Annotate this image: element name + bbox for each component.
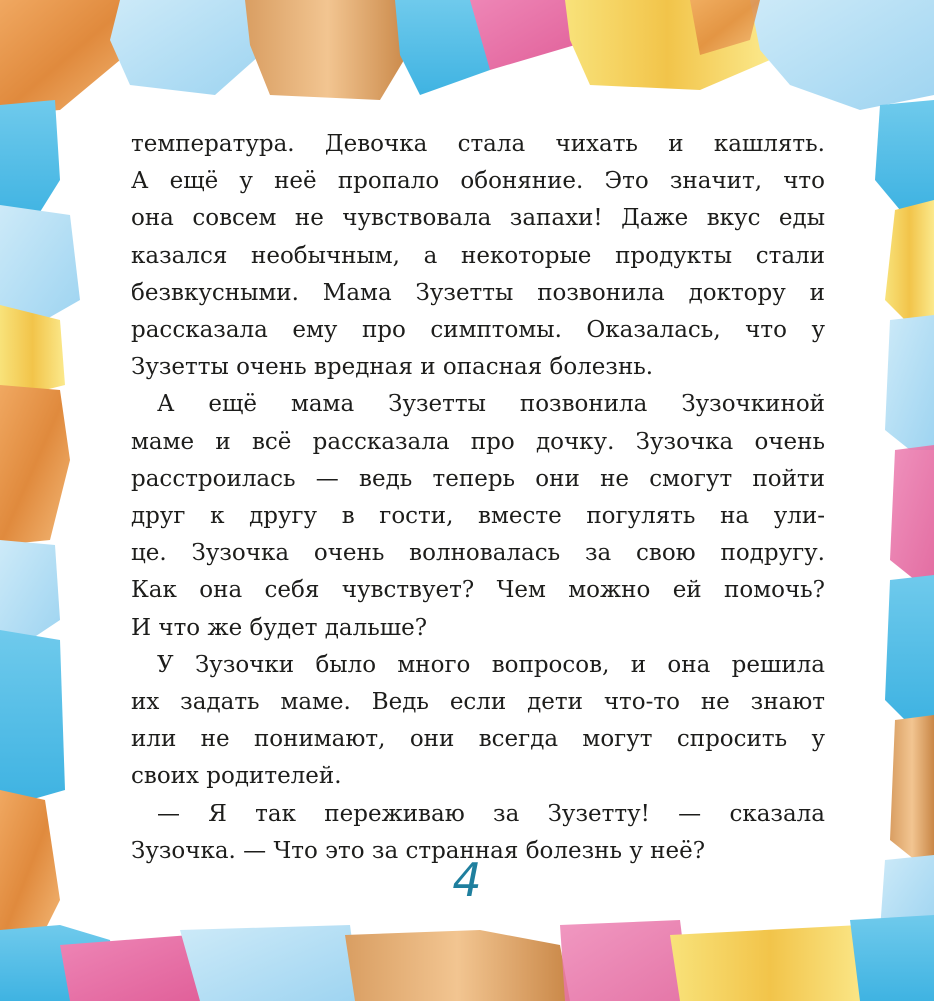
text-line: — Я так переживаю за Зузетту! — сказала — [157, 800, 825, 827]
frame-shard — [0, 630, 65, 800]
text-line: Зузетты очень вредная и опасная болезнь. — [131, 354, 654, 381]
page-number: 4 — [452, 853, 482, 907]
frame-shard — [560, 920, 690, 1001]
text-line: или не понимают, они всегда могут спросить у — [131, 726, 825, 753]
frame-shard — [0, 100, 60, 220]
frame-shard — [885, 315, 934, 450]
text-line: А ещё мама Зузетты позвонила Зузочкиной — [157, 391, 825, 418]
paragraph — [131, 647, 825, 796]
frame-shard — [890, 715, 934, 860]
text-line: своих родителей. — [131, 763, 342, 790]
frame-shard — [750, 0, 934, 110]
frame-shard — [0, 0, 135, 115]
frame-shard — [890, 445, 934, 580]
frame-shard — [0, 385, 70, 545]
text-line: це. Зузочка очень волновалась за свою подругу. — [131, 540, 825, 567]
text-line: Как она себя чувствует? Чем можно ей помочь? — [131, 577, 825, 604]
paragraph — [131, 386, 825, 646]
frame-shard — [885, 575, 934, 720]
frame-shard — [0, 305, 65, 395]
text-line: температура. Девочка стала чихать и кашлять. — [131, 131, 825, 157]
text-line: друг к другу в гости, вместе погулять на ули- — [131, 503, 825, 530]
frame-shard — [0, 205, 80, 320]
text-line: рассказала ему про симптомы. Оказалась, что у — [131, 317, 825, 344]
paragraph — [131, 126, 825, 386]
frame-shard — [345, 930, 570, 1001]
frame-shard — [245, 0, 410, 100]
text-line: казался необычным, а некоторые продукты стали — [131, 242, 825, 269]
story-text — [131, 126, 825, 870]
text-line: маме и всё рассказала про дочку. Зузочка очень — [131, 428, 825, 455]
text-line: Зузочка. — Что это за странная болезнь у неё? — [131, 837, 706, 864]
frame-shard — [875, 100, 934, 210]
frame-shard — [885, 200, 934, 320]
text-line: расстроилась — ведь теперь они не смогут пойти — [131, 465, 825, 492]
text-line: У Зузочки было много вопросов, и она решила — [157, 651, 825, 678]
frame-shard — [110, 0, 260, 95]
text-line: А ещё у неё пропало обоняние. Это значит, что — [131, 168, 825, 195]
frame-shard — [670, 925, 870, 1001]
text-line: их задать маме. Ведь если дети что-то не знают — [131, 689, 825, 716]
text-line: И что же будет дальше? — [131, 614, 428, 641]
frame-shard — [0, 540, 60, 640]
frame-shard — [850, 915, 934, 1001]
frame-shard — [180, 925, 360, 1001]
text-line: безвкусными. Мама Зузетты позвонила доктору и — [131, 279, 825, 306]
text-line: она совсем не чувствовала запахи! Даже вкус еды — [131, 205, 825, 232]
